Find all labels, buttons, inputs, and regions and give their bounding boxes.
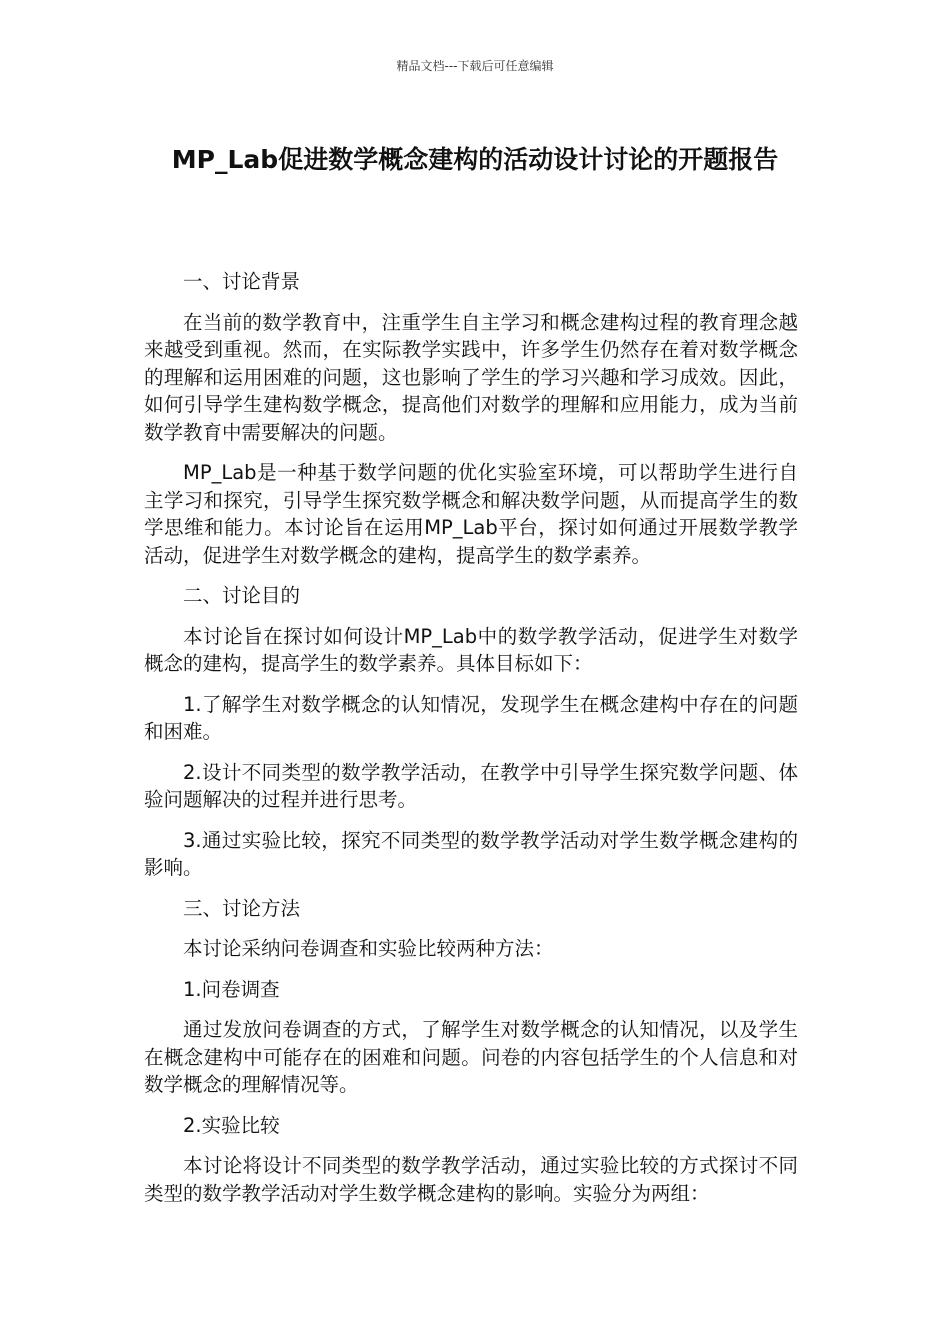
section-heading-background: 一、讨论背景 (183, 270, 301, 293)
methods-intro-paragraph: 本讨论采纳问卷调查和实验比较两种方法： (183, 937, 554, 960)
document-title: MP_Lab促进数学概念建构的活动设计讨论的开题报告 (171, 145, 779, 174)
section-heading-purpose: 二、讨论目的 (183, 584, 301, 607)
method-1-heading: 1.问卷调查 (183, 977, 280, 1001)
section-heading-methods: 三、讨论方法 (183, 896, 301, 920)
purpose-goal-2: 2.设计不同类型的数学教学活动，在教学中引导学生探究数学问题、体验问题解决的过程并进行思考。 (144, 760, 798, 811)
background-paragraph-1: 在当前的数学教育中，注重学生自主学习和概念建构过程的教育理念越来越受到重视。然而，在实际教学实践中，许多学生仍然存在着对数学概念的理解和运用困难的问题，这也影响了学生的学习兴趣和学习成效。因此，如何引导学生建构数学概念，提高他们对数学的理解和应用能力，成为当前数学教育中需要解决的问题。 (144, 310, 798, 444)
background-paragraph-2: MP_Lab是一种基于数学问题的优化实验室环境，可以帮助学生进行自主学习和探究，引导学生探究数学概念和解决数学问题，从而提高学生的数学思维和能力。本讨论旨在运用MP_Lab平台，探讨如何通过开展数学教学活动，促进学生对数学概念的建构，提高学生的数学素养。 (144, 461, 798, 567)
method-2-heading: 2.实验比较 (183, 1113, 280, 1137)
method-1-paragraph: 通过发放问卷调查的方式，了解学生对数学概念的认知情况，以及学生在概念建构中可能存在的困难和问题。问卷的内容包括学生的个人信息和对数学概念的理解情况等。 (144, 1018, 798, 1096)
purpose-intro-paragraph: 本讨论旨在探讨如何设计MP_Lab中的数学教学活动，促进学生对数学概念的建构，提高学生的数学素养。具体目标如下： (144, 624, 798, 675)
document-body (144, 268, 798, 1220)
method-2-paragraph: 本讨论将设计不同类型的数学教学活动，通过实验比较的方式探讨不同类型的数学教学活动对学生数学概念建构的影响。实验分为两组： (144, 1154, 798, 1205)
purpose-goal-3: 3.通过实验比较，探究不同类型的数学教学活动对学生数学概念建构的影响。 (144, 828, 798, 879)
page-header-note: 精品文档---下载后可任意编辑 (396, 59, 554, 73)
purpose-goal-1: 1.了解学生对数学概念的认知情况，发现学生在概念建构中存在的问题和困难。 (144, 692, 798, 743)
